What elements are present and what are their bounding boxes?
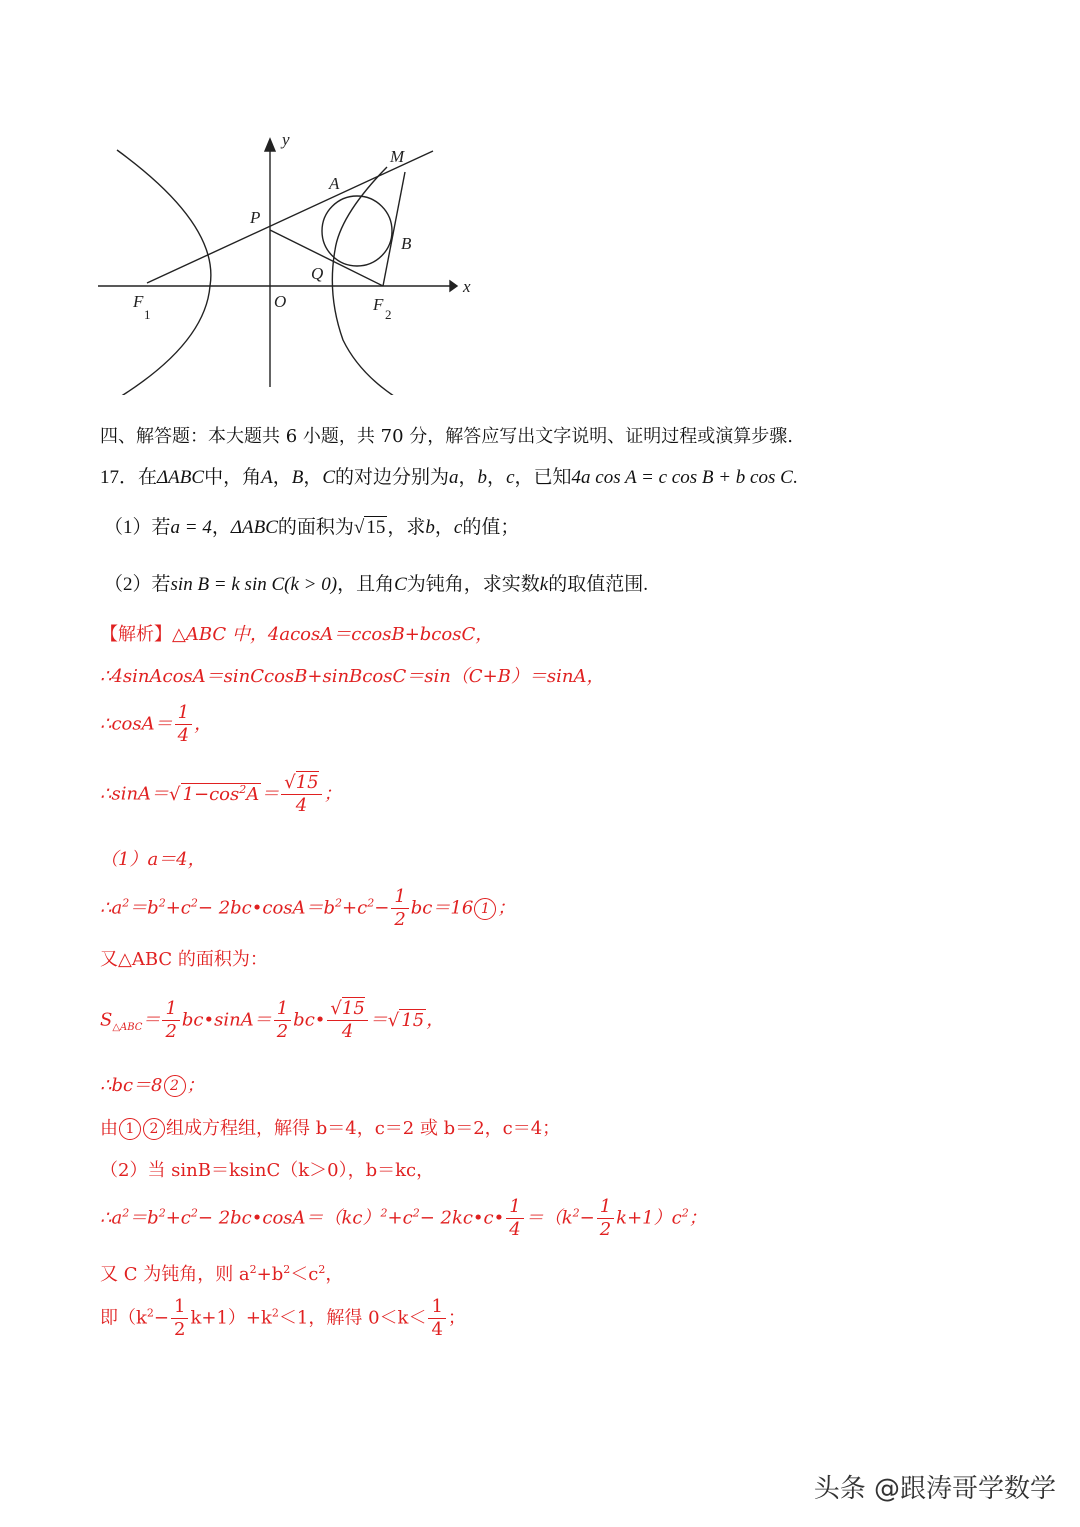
s14-num-1: 1 [171,1296,188,1319]
s8-num-3-val: 15 [341,998,365,1019]
s12-den-2: 2 [599,1219,612,1240]
label-x: x [463,277,471,296]
s14-num-2: 1 [428,1296,445,1319]
s6-2: 2 [122,896,130,910]
part2-text-2: 为钝角，求实数 [406,574,540,595]
label-f1: F [133,292,144,311]
s6-7: − 2bc•cosA＝b [197,897,336,919]
s14-frac-2 [428,1296,445,1341]
s3-frac [175,702,192,747]
part1-cond: a = 4 [170,517,212,538]
solution-line-10 [100,1116,560,1142]
stem-equation: 4a cos A = c cos B + b cos C [571,467,793,488]
s10-2: 组成方程组，解得 b＝4，c＝2 或 b＝2，c＝4； [166,1118,561,1139]
s8-frac-2 [274,998,291,1043]
s12-frac-2 [597,1196,614,1241]
s4-num-val: 15 [295,772,319,793]
stem-sep-1: ， [272,467,292,488]
solution-line-8 [100,998,444,1043]
label-b: B [401,234,412,253]
s13-2: 2 [249,1263,257,1276]
s12-1: ∴a [100,1207,123,1229]
stem-angle-b: B [291,467,304,488]
s8-num-3: √15 [327,998,367,1021]
s6-11: − [374,897,390,919]
s4-r1: 1−cos [182,783,240,805]
s3-den: 4 [177,725,190,746]
problem-number: 17．在 [100,467,158,488]
x-axis-arrow [450,281,457,291]
s6-den: 2 [394,909,406,930]
s12-16: 2 [681,1206,689,1220]
incircle [322,196,392,266]
s4-lead: ∴sinA＝ [100,783,170,805]
label-f1-sub: 1 [144,307,151,322]
circled-two-ref: 2 [143,1118,165,1140]
s13-5: ＜c [290,1264,319,1285]
solution-line-9 [100,1073,205,1099]
label-p: P [250,208,261,227]
label-m: M [390,147,405,166]
stem-sep-2: ， [303,467,323,488]
s9-1: ∴bc＝8 [100,1075,163,1096]
s8-frac-1 [162,998,179,1043]
s12-12: ＝（k [525,1207,573,1229]
s8-num-2: 1 [274,998,291,1021]
part1-sqrt: √ 15 [353,517,386,538]
s12-17: ； [688,1207,707,1229]
s4-num: √15 [281,772,321,795]
label-f2-sub: 2 [385,307,392,322]
s8-4: bc•sinA＝ [181,1009,272,1031]
solution-line-5: （1）a＝4， [100,849,206,870]
s14-1: 即（k [100,1307,147,1329]
hyperbola-right-branch [332,167,400,395]
label-a: A [329,174,340,193]
s14-6: ＜1，解得 0＜k＜ [278,1307,427,1329]
part1-b: b [425,517,435,538]
solution-line-1 [100,622,493,648]
s12-9: +c [387,1207,413,1229]
s6-num: 1 [391,886,408,909]
s14-frac-1 [171,1296,188,1341]
s6-13: ； [497,897,516,919]
s8-frac-3 [327,998,367,1043]
part2-text: ，且角 [337,574,395,595]
s4-end: ； [323,783,342,805]
s14-4: k+1）+k [190,1307,272,1329]
s3-num: 1 [175,702,192,725]
s12-11: − 2kc•c• [419,1207,505,1229]
part1-sep: ， [211,517,231,538]
stem-sep-3: ， [458,467,478,488]
s4-r2: 2 [239,782,247,796]
stem-text-1: 中，角 [204,467,262,488]
s12-5: +c [165,1207,191,1229]
s4-frac [281,772,321,817]
part1-text-3: 的值； [462,517,520,538]
circled-two-marker: 2 [164,1075,186,1097]
s14-2: 2 [146,1306,154,1320]
solution-line-2: ∴4sinAcosA＝sinCcosB+sinBcosC＝sin（C+B）＝sinA， [100,666,605,687]
s8-sqrt: √ 15 [387,1009,425,1031]
s12-14: − [579,1207,595,1229]
s4-sqrt: √ $1-\cos^2A$ [169,782,260,805]
s12-den-1: 4 [509,1219,521,1240]
s8-6: ＝ [369,1009,388,1031]
stem-side-c: c [506,467,515,488]
s6-8: 2 [335,896,343,910]
s6-10: 2 [367,896,375,910]
s9-2: ； [186,1075,205,1096]
hyperbola-left-branch [115,150,211,395]
s14-7: ； [447,1307,466,1329]
part2-text-3: 的取值范围. [548,574,648,595]
s10-1: 由 [100,1118,118,1139]
s6-12: bc＝16 [410,897,474,919]
s8-2: △ABC [112,1022,143,1034]
s6-frac [391,886,408,931]
s6-1: ∴a [100,897,123,919]
solution-line-11: （2）当 sinB＝ksinC（k＞0），b＝kc， [100,1160,435,1181]
problem-stem [100,465,798,491]
hyperbola-figure [95,125,485,395]
watermark: 头条 @跟涛哥学数学 [813,1474,1056,1504]
s8-sqrt-val: 15 [401,1009,425,1031]
s14-den-2: 4 [431,1319,443,1340]
line-m-f2 [383,172,405,286]
s8-1: S [100,1009,113,1031]
s12-8: 2 [380,1206,388,1220]
tangent-line-f1-m [147,151,433,283]
s6-9: +c [342,897,368,919]
s12-4: 2 [158,1206,166,1220]
solution-line-13 [100,1257,343,1288]
s13-4: 2 [283,1263,291,1276]
s3-end: ， [194,713,213,735]
s6-6: 2 [190,896,198,910]
s6-4: 2 [158,896,166,910]
solution-line-6 [100,886,515,931]
stem-triangle: ΔABC [157,467,205,488]
label-f2: F [373,295,384,314]
stem-angle-c: C [322,467,336,488]
s14-5: 2 [271,1306,279,1320]
s12-frac-1 [506,1196,523,1241]
part1-triangle: ΔABC [230,517,278,538]
s12-2: 2 [122,1206,130,1220]
s3-lead: ∴cosA＝ [100,713,173,735]
solution-line-4 [100,772,342,817]
label-q: Q [311,264,324,283]
s12-10: 2 [412,1206,420,1220]
s8-3: ＝ [142,1009,161,1031]
s4-eq: ＝ [261,783,280,805]
s8-den-3: 4 [341,1021,354,1042]
s12-13: 2 [572,1206,580,1220]
s12-6: 2 [190,1206,198,1220]
circled-one-marker: 1 [474,898,496,920]
s12-7: − 2bc•cosA＝（kc） [197,1207,381,1229]
problem-part-2 [104,572,648,598]
s4-radicand [181,783,262,805]
s13-6: 2 [318,1263,326,1276]
stem-angle-a: A [261,467,273,488]
s8-den-2: 2 [276,1021,289,1042]
part2-k: k [539,574,549,595]
s13-7: ， [325,1264,344,1285]
part1-sqrt-radicand: 15 [366,517,386,538]
solution-heading: 【解析】 [100,624,172,645]
stem-text-2: 的对边分别为 [335,467,450,488]
label-o: O [274,292,287,311]
solution-line-7: 又△ABC 的面积为： [100,949,268,970]
y-axis-arrow [265,139,275,151]
s14-3: − [153,1307,170,1329]
solution-line-1-text: △ABC 中，4acosA＝ccosB+bcosC， [172,624,494,645]
problem-part-1 [104,515,519,541]
stem-side-b: b [477,467,488,488]
solution-line-3 [100,702,212,747]
s6-5: +c [165,897,191,919]
part2-cond: sin B = k sin C [170,574,285,595]
part1-sep-2: ， [434,517,454,538]
stem-text-3: ，已知 [514,467,572,488]
circled-one-ref: 1 [119,1118,141,1140]
s4-den: 4 [295,795,308,816]
s13-1: 又 C 为钝角，则 a [100,1264,250,1285]
part1-text-2: ，求 [387,517,426,538]
solution-line-14 [100,1296,466,1341]
s12-num-2: 1 [597,1196,614,1219]
part2-c: C [394,574,407,595]
s8-den-1: 2 [165,1021,177,1042]
s13-3: +b [256,1264,284,1285]
s12-num-1: 1 [506,1196,523,1219]
part2-k-pos: (k > 0) [284,574,338,595]
stem-end: . [792,467,798,488]
part1-c: c [453,517,463,538]
section-heading: 四、解答题：本大题共 6 小题，共 70 分，解答应写出文字说明、证明过程或演算步骤. [100,426,793,447]
part1-text: 的面积为 [277,517,354,538]
line-p-f2 [270,230,383,286]
s8-5: bc• [293,1009,326,1031]
stem-sep-4: ， [487,467,507,488]
part1-label: （1）若 [104,517,171,538]
s12-15: k+1）c [616,1207,682,1229]
part2-label: （2）若 [104,574,171,595]
solution-line-12 [100,1196,707,1241]
s12-3: ＝b [129,1207,159,1229]
label-y: y [282,130,290,149]
s4-r3: A [246,783,260,805]
s8-num-1: 1 [162,998,179,1021]
s8-7: ， [426,1009,445,1031]
stem-side-a: a [449,467,459,488]
s6-3: ＝b [129,897,159,919]
s14-den-1: 2 [174,1319,186,1340]
